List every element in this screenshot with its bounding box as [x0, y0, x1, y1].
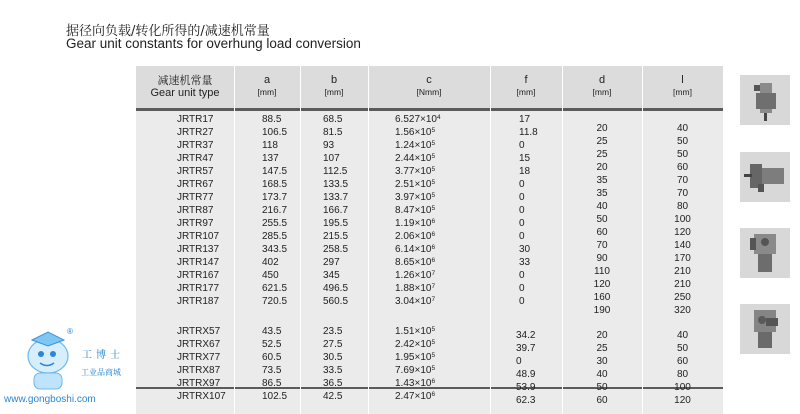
cell-c-mantissa: 7.69 [395, 365, 415, 376]
cell-c [395, 256, 435, 269]
cell-type: JRTR167 [177, 270, 220, 281]
cell-b: 133.7 [323, 192, 349, 203]
cell-type: JRTR107 [177, 231, 220, 242]
cell-l: 170 [674, 253, 691, 264]
cell-a: 118 [262, 140, 278, 151]
cell-f: 33 [519, 257, 531, 268]
cell-c [395, 178, 435, 191]
cell-f: 17 [519, 114, 531, 125]
cell-c-mantissa: 8.47 [395, 205, 415, 216]
header-l-unit: [mm] [673, 87, 692, 97]
watermark-subtitle: 工业品商城 [81, 368, 121, 377]
cell-a: 285.5 [262, 231, 288, 242]
cell-c [395, 269, 435, 282]
cell-c-exponent: 5 [431, 365, 436, 372]
cell-a: 168.5 [262, 179, 288, 190]
cell-b: 297 [323, 257, 340, 268]
cell-b: 23.5 [323, 326, 343, 337]
times-sign: × [414, 296, 421, 307]
cell-d: 35 [596, 175, 608, 186]
cell-l: 50 [676, 149, 689, 160]
cell-l: 320 [674, 305, 691, 316]
cell-c-mantissa: 2.44 [395, 153, 415, 164]
cell-c [395, 295, 435, 308]
cell-d: 20 [596, 330, 608, 341]
cell-c-base: 10 [420, 326, 432, 337]
times-sign: × [414, 192, 421, 203]
cell-type: JRTR137 [177, 244, 220, 255]
cell-b: 68.5 [323, 114, 343, 125]
cell-d: 60 [596, 395, 608, 406]
header-f [490, 74, 562, 98]
times-sign: × [414, 244, 421, 255]
cell-type: JRTR27 [177, 127, 214, 138]
cell-f: 0 [519, 231, 525, 242]
cell-a: 621.5 [262, 283, 288, 294]
cell-c-mantissa: 2.42 [395, 339, 415, 350]
cell-b: 345 [323, 270, 340, 281]
cell-c [395, 325, 435, 338]
cell-c-mantissa: 1.51 [395, 326, 415, 337]
cell-b: 215.5 [323, 231, 349, 242]
cell-a: 255.5 [262, 218, 288, 229]
cell-f: 0 [519, 179, 525, 190]
cell-l: 80 [676, 369, 689, 380]
cell-c-exponent: 5 [431, 326, 436, 333]
cell-d: 70 [596, 240, 608, 251]
cell-type: JRTR47 [177, 153, 214, 164]
times-sign: × [414, 140, 421, 151]
cell-l: 80 [676, 201, 689, 212]
cell-b: 33.5 [323, 365, 343, 376]
cell-f: 0 [519, 140, 525, 151]
cell-c-base: 10 [420, 127, 432, 138]
header-b-unit: [mm] [324, 87, 344, 97]
cell-c [395, 113, 441, 126]
cell-c-exponent: 5 [431, 339, 436, 346]
cell-c-exponent: 6 [431, 244, 436, 251]
header-type [136, 75, 234, 99]
cell-a: 343.5 [262, 244, 288, 255]
cell-d: 50 [596, 214, 608, 225]
cell-f: 53.9 [516, 382, 536, 393]
cell-c-mantissa: 3.04 [395, 296, 415, 307]
times-sign: × [414, 179, 421, 190]
times-sign: × [414, 391, 421, 402]
cell-l: 70 [676, 188, 689, 199]
cell-c-mantissa: 3.77 [395, 166, 415, 177]
cell-c-mantissa: 2.06 [395, 231, 415, 242]
cell-a: 402 [262, 257, 279, 268]
cell-d: 160 [593, 292, 611, 303]
times-sign: × [414, 127, 421, 138]
cell-type: JRTR17 [177, 114, 214, 125]
cell-b: 93 [323, 140, 335, 151]
cell-b: 133.5 [323, 179, 349, 190]
cell-l: 120 [674, 395, 691, 406]
gearmotor-vertical-icon [740, 75, 790, 125]
heading-en: Gear unit constants for overhung load conversion [66, 36, 361, 51]
cell-c-exponent: 6 [431, 257, 436, 264]
cell-c-exponent: 6 [431, 218, 436, 225]
cell-f: 11.8 [519, 127, 538, 138]
heading-cn: 据径向负载/转化所得的/减速机常量 [66, 24, 270, 39]
cell-type: JRTRX67 [177, 339, 221, 350]
cell-a: 173.7 [262, 192, 288, 203]
header-l [642, 74, 723, 98]
cell-type: JRTRX77 [177, 352, 221, 363]
times-sign: × [414, 365, 421, 376]
cell-c-exponent: 6 [431, 378, 436, 385]
cell-l: 60 [676, 356, 689, 367]
cell-c-base: 10 [420, 365, 432, 376]
cell-f: 0 [519, 296, 525, 307]
cell-c [395, 217, 435, 230]
cell-d: 110 [594, 266, 610, 277]
cell-c-mantissa: 1.43 [395, 378, 415, 389]
cell-c-mantissa: 3.97 [395, 192, 415, 203]
cell-c [395, 165, 435, 178]
column-divider [368, 66, 369, 414]
cell-c-base: 10 [420, 270, 432, 281]
cell-b: 30.5 [323, 352, 343, 363]
cell-a: 147.5 [262, 166, 288, 177]
cell-f: 34.2 [516, 330, 536, 341]
cell-c [395, 126, 435, 139]
cell-c-base: 10 [420, 352, 432, 363]
cell-c [395, 282, 435, 295]
header-b-label: b [330, 74, 338, 86]
cell-type: JRTR57 [177, 166, 214, 177]
cell-c-mantissa: 1.26 [395, 270, 415, 281]
cell-c [395, 390, 435, 403]
cell-c-base: 10 [420, 179, 432, 190]
times-sign: × [414, 153, 421, 164]
header-type-unit: Gear unit type [150, 87, 220, 99]
cell-b: 195.5 [323, 218, 349, 229]
times-sign: × [414, 378, 421, 389]
column-divider [490, 66, 491, 414]
cell-c-base: 10 [420, 391, 432, 402]
cell-l: 140 [674, 240, 691, 251]
cell-c-base: 10 [420, 153, 432, 164]
cell-d: 35 [596, 188, 608, 199]
cell-l: 50 [676, 343, 689, 354]
cell-b: 258.5 [323, 244, 349, 255]
cell-c [395, 191, 435, 204]
cell-d: 40 [596, 201, 608, 212]
cell-f: 0 [519, 205, 525, 216]
times-sign: × [414, 231, 421, 242]
cell-type: JRTR87 [177, 205, 214, 216]
cell-l: 210 [674, 266, 691, 277]
cell-c-exponent: 5 [431, 166, 436, 173]
times-sign: × [414, 257, 421, 268]
times-sign: × [414, 326, 421, 337]
cell-c [395, 230, 435, 243]
cell-a: 43.5 [262, 326, 282, 337]
cell-a: 216.7 [262, 205, 288, 216]
header-d [562, 74, 642, 98]
cell-c-exponent: 6 [431, 231, 436, 238]
cell-c-base: 10 [420, 231, 432, 242]
cell-c [395, 364, 435, 377]
cell-type: JRTRX97 [177, 378, 221, 389]
cell-d: 190 [593, 305, 611, 316]
cell-c [395, 377, 435, 390]
header-l-label: l [681, 74, 684, 86]
cell-a: 52.5 [262, 339, 282, 350]
cell-c-mantissa: 6.527 [395, 114, 421, 125]
cell-c-exponent: 7 [431, 283, 436, 290]
header-f-unit: [mm] [516, 87, 536, 97]
cell-d: 90 [596, 253, 608, 264]
cell-l: 100 [674, 214, 691, 225]
cell-c-mantissa: 1.24 [395, 140, 415, 151]
cell-c [395, 139, 435, 152]
cell-b: 560.5 [323, 296, 349, 307]
cell-c [395, 152, 435, 165]
cell-l: 70 [676, 175, 689, 186]
watermark-brand: 工博士 [82, 350, 124, 361]
cell-a: 106.5 [262, 127, 288, 138]
cell-l: 60 [676, 162, 689, 173]
cell-c-base: 10 [420, 296, 432, 307]
cell-c-mantissa: 1.95 [395, 352, 415, 363]
times-sign: × [414, 283, 421, 294]
header-c [368, 74, 490, 98]
cell-a: 88.5 [262, 114, 282, 125]
cell-c-base: 10 [425, 114, 437, 125]
times-sign: × [414, 270, 421, 281]
cell-b: 81.5 [323, 127, 343, 138]
cell-a: 102.5 [262, 391, 288, 402]
header-c-unit: [Nmm] [416, 87, 442, 97]
cell-f: 48.9 [516, 369, 536, 380]
cell-c-exponent: 5 [431, 153, 436, 160]
times-sign: × [414, 205, 421, 216]
cell-c-mantissa: 8.65 [395, 257, 415, 268]
cell-f: 0 [516, 356, 522, 367]
cell-c-exponent: 6 [431, 391, 436, 398]
cell-c-base: 10 [420, 140, 432, 151]
cell-type: JRTR37 [177, 140, 214, 151]
cell-type: JRTRX107 [177, 391, 226, 402]
cell-b: 496.5 [323, 283, 349, 294]
cell-l: 40 [676, 330, 689, 341]
header-d-label: d [598, 74, 606, 86]
cell-d: 25 [596, 136, 608, 147]
cell-c-exponent: 5 [431, 179, 436, 186]
cell-l: 40 [676, 123, 689, 134]
cell-type: JRTR187 [177, 296, 220, 307]
cell-c [395, 338, 435, 351]
header-a [234, 74, 300, 98]
cell-c-mantissa: 2.51 [395, 179, 415, 190]
cell-b: 27.5 [323, 339, 343, 350]
cell-type: JRTRX57 [177, 326, 221, 337]
header-separator [136, 108, 723, 111]
cell-f: 39.7 [516, 343, 536, 354]
cell-type: JRTR77 [177, 192, 214, 203]
cell-d: 60 [596, 227, 608, 238]
cell-c-exponent: 5 [431, 140, 436, 147]
cell-d: 20 [596, 123, 608, 134]
cell-c-mantissa: 1.88 [395, 283, 415, 294]
header-f-label: f [524, 74, 528, 86]
cell-f: 0 [519, 283, 525, 294]
times-sign: × [414, 166, 421, 177]
cell-c-base: 10 [420, 192, 432, 203]
gearmotor-flange-icon [740, 228, 790, 278]
cell-a: 137 [262, 153, 279, 164]
cell-c-exponent: 7 [431, 270, 436, 277]
cell-c-exponent: 5 [431, 205, 436, 212]
cell-f: 18 [519, 166, 531, 177]
cell-c [395, 204, 435, 217]
cell-f: 0 [519, 192, 525, 203]
cell-type: JRTR97 [177, 218, 214, 229]
times-sign: × [414, 352, 421, 363]
cell-type: JRTR147 [177, 257, 220, 268]
cell-f: 0 [519, 218, 525, 229]
cell-c-base: 10 [420, 378, 432, 389]
cell-c-exponent: 5 [431, 192, 436, 199]
cell-a: 60.5 [262, 352, 282, 363]
cell-f: 15 [519, 153, 531, 164]
cell-d: 25 [596, 149, 608, 160]
cell-d: 120 [593, 279, 611, 290]
cell-c-base: 10 [420, 339, 432, 350]
cell-d: 20 [596, 162, 608, 173]
registered-mark: ® [67, 327, 73, 336]
header-type-label: 减速机常量 [157, 75, 213, 87]
cell-l: 120 [674, 227, 691, 238]
cell-c-exponent: 7 [431, 296, 436, 303]
gearmotor-horizontal-icon [740, 152, 790, 202]
gearmotor-foot-icon [740, 304, 790, 354]
header-b [300, 74, 368, 98]
gear-constants-table [136, 66, 723, 414]
header-a-label: a [263, 74, 271, 86]
cell-c-exponent: 4 [437, 114, 441, 121]
cell-b: 166.7 [323, 205, 349, 216]
header-c-label: c [426, 74, 432, 86]
cell-b: 112.5 [323, 166, 348, 177]
cell-c-exponent: 5 [431, 127, 436, 134]
cell-d: 25 [596, 343, 608, 354]
cell-type: JRTR67 [177, 179, 214, 190]
cell-l: 50 [676, 136, 689, 147]
cell-c-mantissa: 1.56 [395, 127, 415, 138]
cell-type: JRTR177 [177, 283, 220, 294]
cell-a: 450 [262, 270, 279, 281]
cell-c-mantissa: 6.14 [395, 244, 415, 255]
cell-b: 36.5 [323, 378, 343, 389]
cell-b: 42.5 [323, 391, 343, 402]
cell-d: 30 [596, 356, 608, 367]
header-a-unit: [mm] [257, 87, 277, 97]
times-sign: × [414, 218, 421, 229]
cell-c-base: 10 [420, 257, 432, 268]
cell-c-base: 10 [420, 166, 432, 177]
cell-type: JRTRX87 [177, 365, 221, 376]
cell-c-base: 10 [420, 244, 432, 255]
cell-l: 100 [674, 382, 691, 393]
cell-f: 30 [519, 244, 531, 255]
times-sign: × [414, 339, 421, 350]
cell-c-mantissa: 1.19 [395, 218, 415, 229]
cell-c-base: 10 [420, 283, 432, 294]
cell-c-base: 10 [420, 205, 432, 216]
cell-a: 86.5 [262, 378, 282, 389]
column-divider [300, 66, 301, 414]
cell-l: 250 [674, 292, 691, 303]
cell-a: 720.5 [262, 296, 288, 307]
cell-l: 210 [674, 279, 691, 290]
cell-c-exponent: 5 [431, 352, 436, 359]
cell-a: 73.5 [262, 365, 282, 376]
cell-d: 50 [596, 382, 608, 393]
cell-f: 62.3 [516, 395, 536, 406]
header-d-unit: [mm] [592, 87, 612, 97]
cell-c-mantissa: 2.47 [395, 391, 415, 402]
column-divider [234, 66, 235, 414]
watermark-url: www.gongboshi.com [4, 394, 96, 405]
cell-c [395, 243, 435, 256]
cell-b: 107 [323, 153, 340, 164]
cell-f: 0 [519, 270, 525, 281]
cell-c-base: 10 [420, 218, 432, 229]
cell-d: 40 [596, 369, 608, 380]
cell-c [395, 351, 435, 364]
times-sign: × [420, 114, 426, 125]
